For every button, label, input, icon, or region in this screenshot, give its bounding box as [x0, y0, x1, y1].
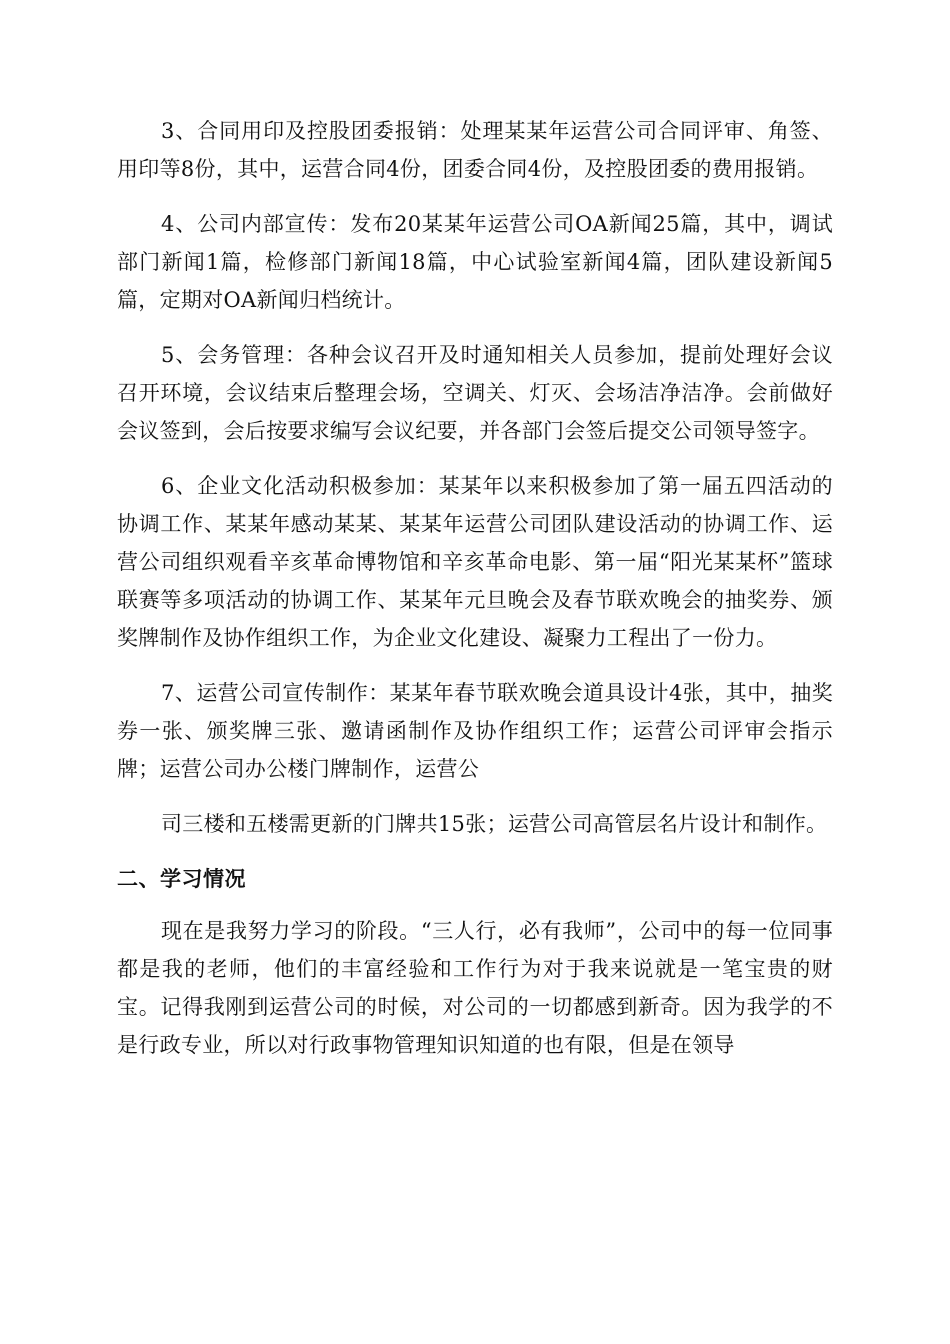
document-page — [117, 112, 833, 1081]
paragraph-publicity-production-cont: 司三楼和五楼需更新的门牌共15张；运营公司高管层名片设计和制作。 — [161, 812, 828, 836]
section-heading-study: 二、学习情况 — [117, 867, 246, 891]
paragraph-contract-seal: 3、合同用印及控股团委报销：处理某某年运营公司合同评审、角签、用印等8份，其中，运营合同4份，团委合同4份，及控股团委的费用报销。 — [117, 119, 833, 181]
paragraph-culture-activities: 6、企业文化活动积极参加：某某年以来积极参加了第一届五四活动的协调工作、某某年感动某某、某某年运营公司团队建设活动的协调工作、运营公司组织观看辛亥革命博物馆和辛亥革命电影、第一届“阳光某某杯”篮球联赛等多项活动的协调工作、某某年元旦晚会及春节联欢晚会的抽奖券、颁奖牌制作及协作组织工作，为企业文化建设、凝聚力工程出了一份力。 — [117, 474, 833, 650]
paragraph-meeting-management: 5、会务管理：各种会议召开及时通知相关人员参加，提前处理好会议召开环境，会议结束后整理会场，空调关、灯灭、会场洁净洁净。会前做好会议签到，会后按要求编写会议纪要，并各部门会签后提交公司领导签字。 — [117, 343, 833, 443]
paragraph-publicity-production: 7、运营公司宣传制作：某某年春节联欢晚会道具设计4张，其中，抽奖券一张、颁奖牌三张、邀请函制作及协作组织工作；运营公司评审会指示牌；运营公司办公楼门牌制作，运营公 — [117, 681, 833, 781]
paragraph-internal-publicity: 4、公司内部宣传：发布20某某年运营公司OA新闻25篇，其中，调试部门新闻1篇，检修部门新闻18篇，中心试验室新闻4篇，团队建设新闻5篇，定期对OA新闻归档统计。 — [117, 212, 833, 312]
paragraph-study: 现在是我努力学习的阶段。“三人行，必有我师”，公司中的每一位同事都是我的老师，他们的丰富经验和工作行为对于我来说就是一笔宝贵的财宝。记得我刚到运营公司的时候，对公司的一切都感到新奇。因为我学的不是行政专业，所以对行政事物管理知识知道的也有限，但是在领导 — [117, 919, 833, 1057]
